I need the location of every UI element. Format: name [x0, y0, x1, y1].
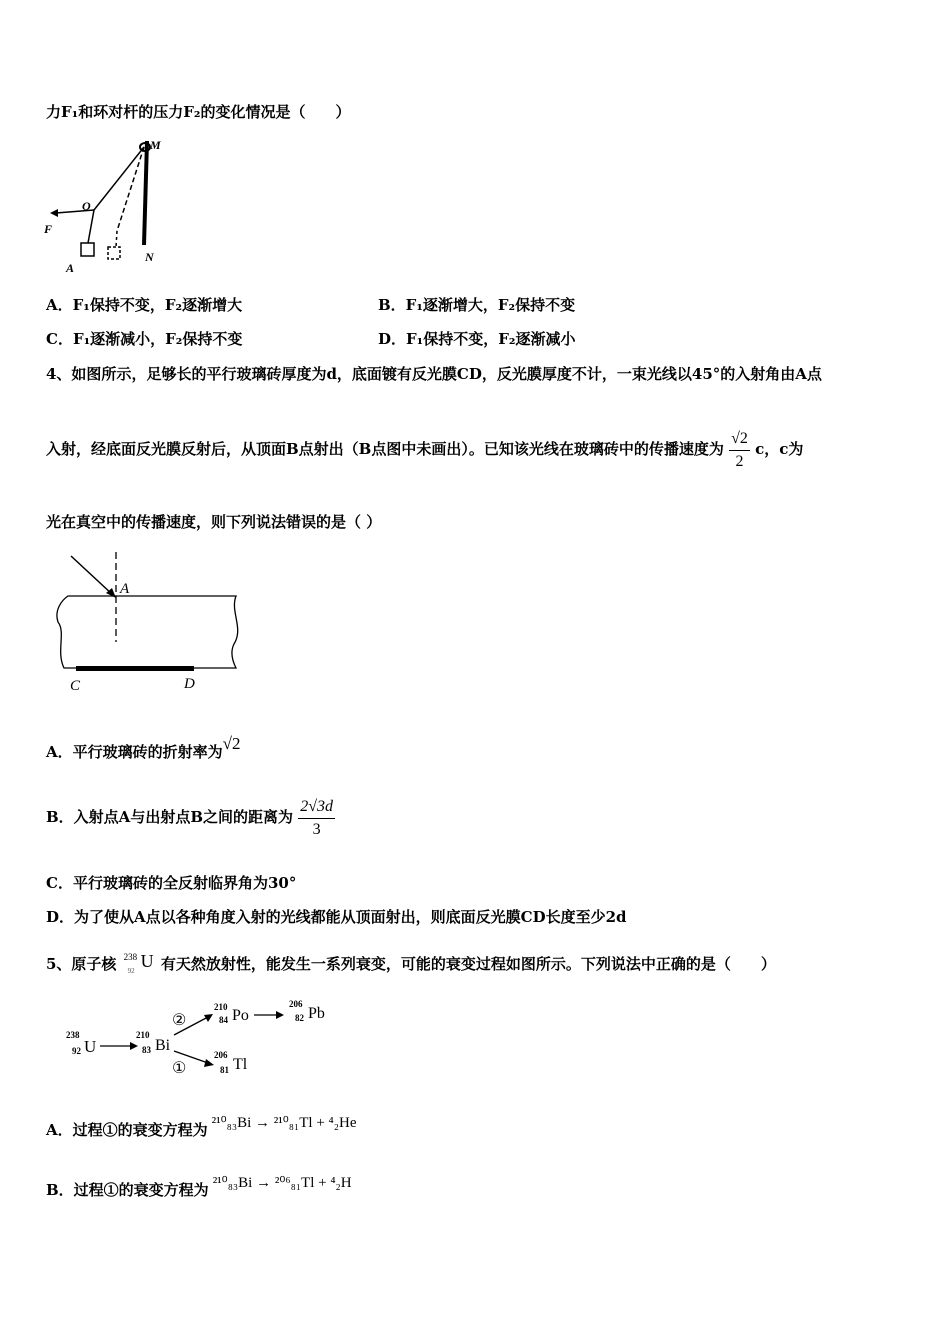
- q4-option-a-math: √2: [222, 734, 241, 753]
- q5-stem-a: 5、原子核: [46, 955, 117, 973]
- label-n: N: [145, 250, 154, 264]
- q5-nuclide-symbol: U: [140, 951, 154, 971]
- fig-pb-mass: 206: [289, 999, 303, 1009]
- q5-option-b-text: B．过程①的衰变方程为: [46, 1181, 209, 1199]
- q4-option-b-fraction: [298, 796, 335, 841]
- glass-slab: [57, 596, 238, 668]
- q5-stem: [46, 952, 776, 977]
- q3-option-a: A．F₁保持不变，F₂逐渐增大: [46, 296, 243, 314]
- q5-option-a-equation: ²¹⁰₈₃Bi → ²¹⁰₈₁Tl + ⁴₂He: [211, 1115, 357, 1131]
- fig-bi-z: 83: [142, 1045, 151, 1055]
- q4-option-c: C．平行玻璃砖的全反射临界角为30°: [46, 874, 297, 892]
- incident-ray: [71, 556, 113, 595]
- fig-bi-mass: 210: [136, 1030, 150, 1040]
- q4-stem-line2: [46, 426, 803, 473]
- q4-option-b-den: 3: [312, 820, 321, 838]
- fig-u-sym: U: [84, 1037, 97, 1056]
- q4-option-d: D．为了使从A点以各种角度入射的光线都能从顶面射出，则底面反光膜CD长度至少2d: [46, 908, 627, 926]
- label-o: O: [82, 199, 91, 213]
- mirror-film-cd: [76, 666, 194, 671]
- fig-bi-sym: Bi: [155, 1037, 171, 1054]
- fig-path-2: ②: [172, 1012, 187, 1029]
- q5-nuclide-z: 92: [127, 967, 135, 975]
- label-c: C: [70, 678, 81, 694]
- q5-decay-figure: [62, 995, 352, 1080]
- rope-om: [94, 147, 144, 210]
- fig-pb-z: 82: [295, 1013, 304, 1023]
- fig-po-sym: Po: [232, 1007, 249, 1024]
- q4-option-b-num: 2√3d: [298, 796, 335, 819]
- q3-stem: 力F₁和环对杆的压力F₂的变化情况是（ ）: [46, 103, 351, 121]
- fig-pb-sym: Pb: [308, 1005, 325, 1022]
- block-dashed: [108, 247, 120, 259]
- q5-option-a-text: A．过程①的衰变方程为: [46, 1121, 208, 1139]
- fig-po-z: 84: [219, 1015, 228, 1025]
- q4-option-b-text: B．入射点A与出射点B之间的距离为: [46, 808, 293, 826]
- q4-option-a: [46, 734, 241, 762]
- q5-option-b: [46, 1175, 352, 1201]
- fig-po-mass: 210: [214, 1002, 228, 1012]
- rod-mn: [144, 141, 147, 245]
- q5-option-a: [46, 1115, 357, 1141]
- rope-dashed: [117, 147, 144, 231]
- fig-tl-sym: Tl: [233, 1056, 248, 1073]
- label-m: M: [150, 138, 161, 152]
- q3-option-b: B．F₁逐渐增大，F₂保持不变: [378, 296, 576, 314]
- label-f: F: [44, 222, 53, 236]
- label-a: A: [120, 581, 130, 597]
- label-d: D: [184, 676, 195, 692]
- q4-speed-num: √2: [729, 428, 750, 451]
- q4-option-a-text: A．平行玻璃砖的折射率为: [46, 743, 223, 761]
- q4-stem-line2a: 入射，经底面反光膜反射后，从顶面B点射出（B点图中未画出）。已知该光线在玻璃砖中的传播速度为: [46, 440, 724, 458]
- label-a: A: [66, 261, 75, 275]
- q4-figure: [54, 552, 244, 697]
- fig-u-mass: 238: [66, 1030, 80, 1040]
- q3-option-c: C．F₁逐渐减小，F₂保持不变: [46, 330, 243, 348]
- fig-tl-z: 81: [220, 1065, 229, 1075]
- fig-u-z: 92: [72, 1046, 81, 1056]
- q4-speed-fraction: [729, 428, 750, 473]
- q4-speed-den: 2: [735, 452, 744, 470]
- q5-stem-b: 有天然放射性，能发生一系列衰变，可能的衰变过程如图所示。下列说法中正确的是（ ）: [160, 955, 776, 973]
- block-a: [81, 243, 94, 256]
- q3-option-d: D．F₁保持不变，F₂逐渐减小: [378, 330, 576, 348]
- q4-option-b: [46, 793, 335, 841]
- q5-nuclide-u238: [122, 953, 156, 977]
- q4-stem-line1: 4、如图所示，足够长的平行玻璃砖厚度为d，底面镀有反光膜CD，反光膜厚度不计，一束光线以45°的入射角由A点: [46, 365, 822, 383]
- q5-nuclide-mass: 238: [123, 952, 138, 962]
- q4-stem-line2b: c，c为: [755, 440, 804, 458]
- q5-option-b-equation: ²¹⁰₈₃Bi → ²⁰⁶₈₁Tl + ⁴₂H: [212, 1175, 352, 1191]
- fig-path-1: ①: [172, 1060, 187, 1077]
- fig-tl-mass: 206: [214, 1050, 228, 1060]
- q3-figure: [44, 133, 174, 278]
- q4-stem-line3: 光在真空中的传播速度，则下列说法错误的是（ ）: [46, 513, 382, 531]
